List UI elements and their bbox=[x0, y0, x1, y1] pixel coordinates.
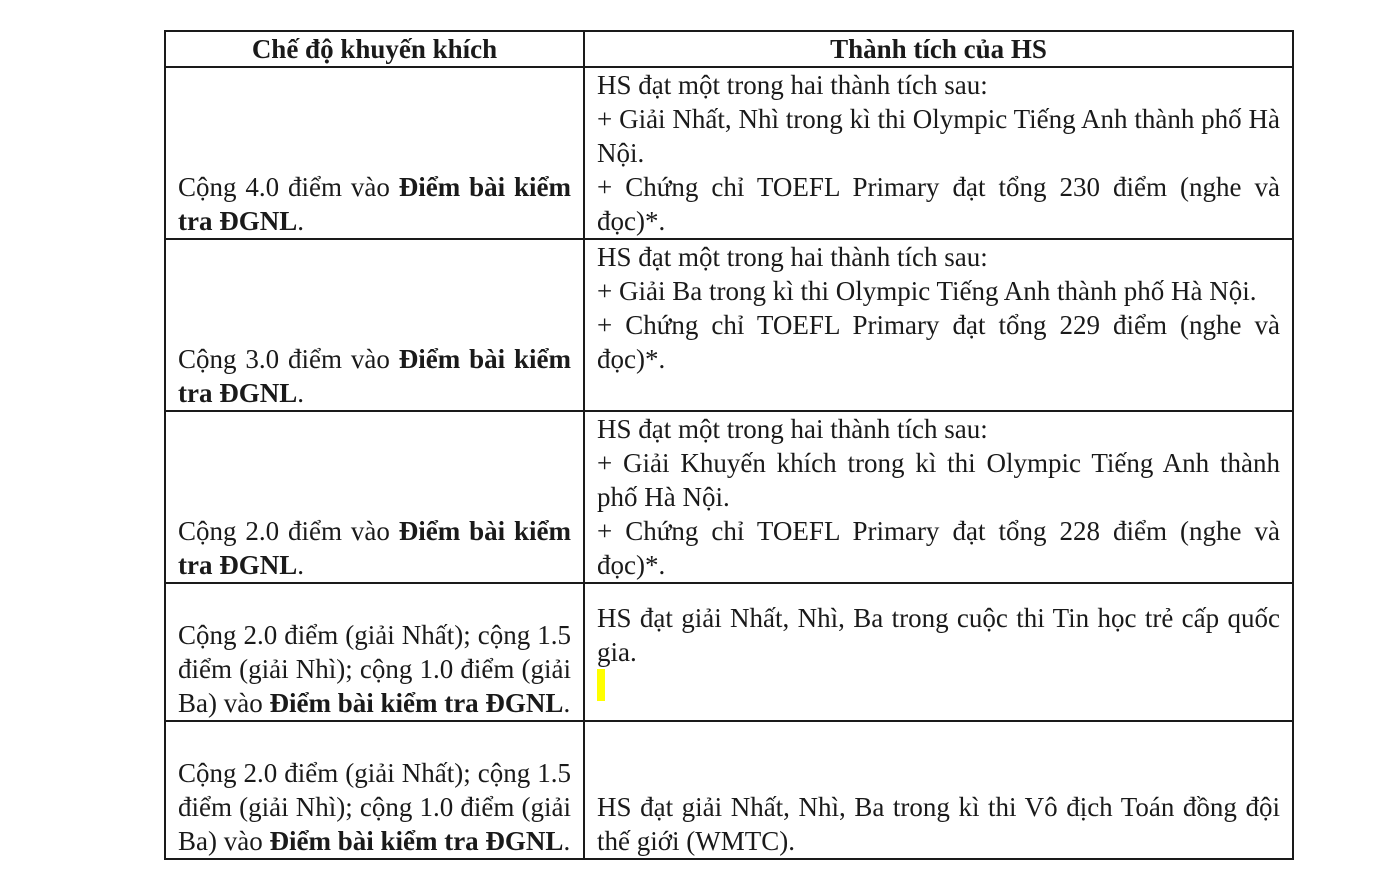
table-row bbox=[165, 239, 1293, 411]
bonus-suffix: . bbox=[563, 826, 571, 856]
policy-table bbox=[164, 30, 1294, 860]
header-achievement: Thành tích của HS bbox=[584, 31, 1293, 67]
header-row bbox=[165, 31, 1293, 67]
bonus-suffix: . bbox=[297, 378, 304, 408]
achievement-cell bbox=[584, 67, 1293, 239]
bonus-cell bbox=[165, 583, 584, 721]
bonus-suffix: . bbox=[297, 550, 304, 580]
bonus-bold: Điểm bài kiểm tra ĐGNL bbox=[269, 688, 564, 718]
bonus-bold: Điểm bài kiểm tra ĐGNL bbox=[269, 826, 564, 856]
achievement-cell bbox=[584, 721, 1293, 859]
bonus-prefix: Cộng 2.0 điểm vào bbox=[178, 516, 399, 546]
table-body bbox=[165, 67, 1293, 859]
table-header bbox=[165, 31, 1293, 67]
bonus-text bbox=[178, 618, 571, 720]
table-row bbox=[165, 411, 1293, 583]
bonus-text bbox=[178, 170, 571, 238]
text-highlight-marker bbox=[597, 669, 605, 701]
achievement-line: HS đạt một trong hai thành tích sau: bbox=[597, 70, 988, 100]
achievement-line: HS đạt giải Nhất, Nhì, Ba trong kì thi Vô địch Toán đồng đội thế giới (WMTC). bbox=[597, 792, 1280, 856]
bonus-text bbox=[178, 514, 571, 582]
table-row bbox=[165, 67, 1293, 239]
achievement-line: + Giải Ba trong kì thi Olympic Tiếng Anh thành phố Hà Nội. bbox=[597, 276, 1257, 306]
bonus-text bbox=[178, 342, 571, 410]
bonus-suffix: . bbox=[297, 206, 304, 236]
bonus-prefix: Cộng 4.0 điểm vào bbox=[178, 172, 399, 202]
bonus-text bbox=[178, 756, 571, 858]
achievement-line: HS đạt một trong hai thành tích sau: bbox=[597, 414, 988, 444]
bonus-bold: Điểm bài kiểm tra ĐGNL bbox=[178, 516, 571, 580]
achievement-cell bbox=[584, 239, 1293, 411]
achievement-cell bbox=[584, 411, 1293, 583]
bonus-cell bbox=[165, 721, 584, 859]
bonus-prefix: Cộng 2.0 điểm (giải Nhất); cộng 1.5 điểm (giải Nhì); cộng 1.0 điểm (giải Ba) vào bbox=[178, 620, 571, 718]
achievement-line: HS đạt một trong hai thành tích sau: bbox=[597, 242, 988, 272]
bonus-suffix: . bbox=[563, 688, 571, 718]
bonus-bold: Điểm bài kiểm tra ĐGNL bbox=[178, 344, 571, 408]
achievement-line: + Giải Khuyến khích trong kì thi Olympic Tiếng Anh thành phố Hà Nội. bbox=[597, 448, 1280, 512]
achievement-cell bbox=[584, 583, 1293, 721]
achievement-line: + Chứng chỉ TOEFL Primary đạt tổng 228 điểm (nghe và đọc)*. bbox=[597, 516, 1280, 580]
highlight-line bbox=[597, 669, 1280, 703]
table-row bbox=[165, 583, 1293, 721]
achievement-line: HS đạt giải Nhất, Nhì, Ba trong cuộc thi Tin học trẻ cấp quốc gia. bbox=[597, 603, 1280, 667]
header-bonus: Chế độ khuyến khích bbox=[165, 31, 584, 67]
bonus-cell bbox=[165, 411, 584, 583]
achievement-line: + Giải Nhất, Nhì trong kì thi Olympic Tiếng Anh thành phố Hà Nội. bbox=[597, 104, 1280, 168]
achievement-line: + Chứng chỉ TOEFL Primary đạt tổng 230 điểm (nghe và đọc)*. bbox=[597, 172, 1280, 236]
bonus-prefix: Cộng 3.0 điểm vào bbox=[178, 344, 399, 374]
bonus-bold: Điểm bài kiểm tra ĐGNL bbox=[178, 172, 571, 236]
bonus-prefix: Cộng 2.0 điểm (giải Nhất); cộng 1.5 điểm (giải Nhì); cộng 1.0 điểm (giải Ba) vào bbox=[178, 758, 571, 856]
bonus-cell bbox=[165, 67, 584, 239]
bonus-cell bbox=[165, 239, 584, 411]
table-row bbox=[165, 721, 1293, 859]
achievement-line: + Chứng chỉ TOEFL Primary đạt tổng 229 điểm (nghe và đọc)*. bbox=[597, 310, 1280, 374]
